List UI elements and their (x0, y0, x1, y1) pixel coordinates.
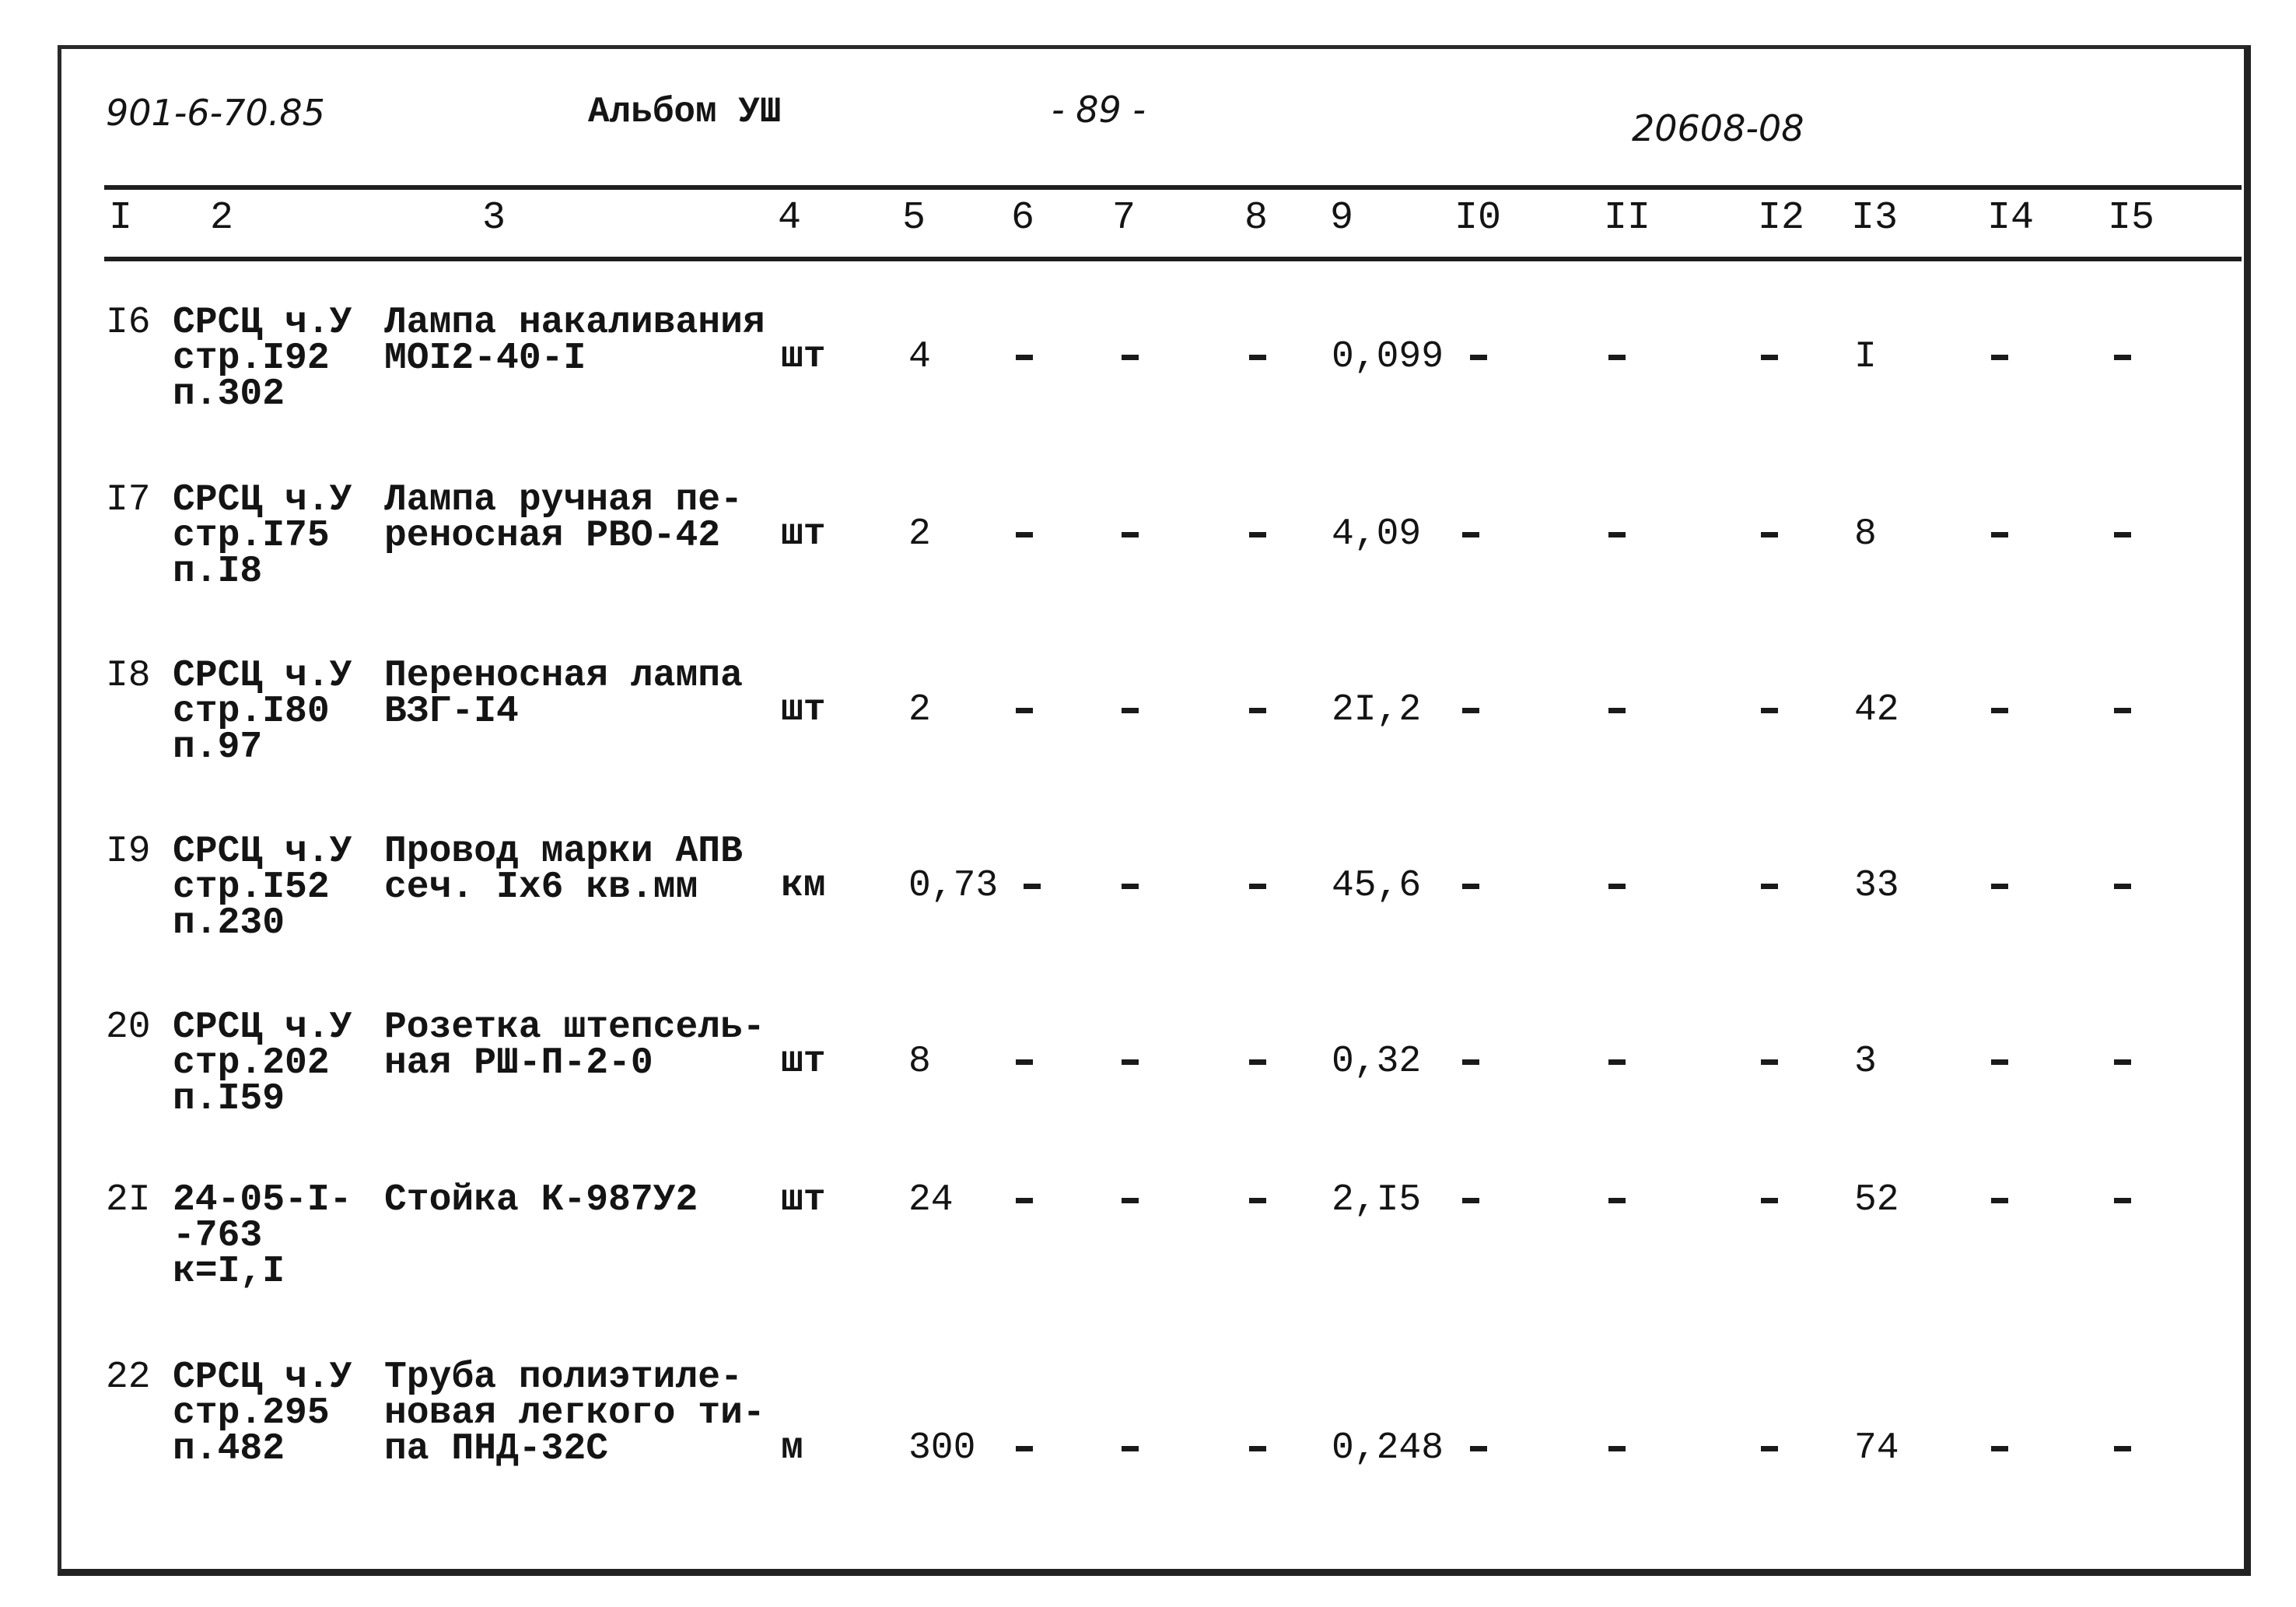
quantity: 2 (908, 513, 931, 555)
item-name: Переносная лампа ВЗГ-I4 (384, 655, 743, 733)
column-number: I4 (1987, 196, 2035, 240)
empty-cell-dash (2114, 884, 2131, 889)
empty-cell-dash (1991, 708, 2008, 713)
unit-price: 2,I5 (1332, 1179, 1422, 1221)
empty-cell-dash (1016, 532, 1033, 537)
source-reference: СРСЦ ч.У стр.202 п.I59 (173, 1007, 352, 1120)
empty-cell-dash (1462, 884, 1479, 889)
column-number: 2 (210, 196, 234, 240)
empty-cell-dash (1991, 1446, 2008, 1451)
empty-cell-dash (1024, 884, 1041, 889)
column-number: I3 (1851, 196, 1899, 240)
source-reference: СРСЦ ч.У стр.295 п.482 (173, 1357, 352, 1470)
empty-cell-dash (1462, 1198, 1479, 1203)
item-name: Стойка К-987У2 (384, 1179, 698, 1221)
row-number: I6 (106, 302, 151, 344)
quantity: 0,73 (908, 865, 999, 907)
empty-cell-dash (1249, 532, 1266, 537)
empty-cell-dash (1608, 1059, 1626, 1065)
total-cost: 8 (1854, 513, 1877, 555)
row-number: I9 (106, 831, 151, 873)
total-cost: 42 (1854, 689, 1899, 731)
page-frame (58, 45, 2251, 1576)
empty-cell-dash (2114, 1059, 2131, 1065)
unit: шт (781, 1041, 826, 1083)
column-number: 7 (1112, 196, 1136, 240)
unit: шт (781, 1179, 826, 1221)
empty-cell-dash (2114, 355, 2131, 360)
empty-cell-dash (1462, 708, 1479, 713)
empty-cell-dash (1761, 1059, 1778, 1065)
unit-price: 0,32 (1332, 1041, 1422, 1083)
total-cost: 33 (1854, 865, 1899, 907)
column-number: 5 (902, 196, 926, 240)
page-number: - 89 - (1052, 89, 1146, 131)
sheet-code: 20608-08 (1632, 107, 1804, 149)
quantity: 4 (908, 336, 931, 378)
source-reference: СРСЦ ч.У стр.I75 п.I8 (173, 479, 352, 593)
column-number: 3 (482, 196, 506, 240)
total-cost: 3 (1854, 1041, 1877, 1083)
unit-price: 45,6 (1332, 865, 1422, 907)
empty-cell-dash (1462, 1059, 1479, 1065)
empty-cell-dash (1249, 708, 1266, 713)
empty-cell-dash (2114, 1198, 2131, 1203)
quantity: 8 (908, 1041, 931, 1083)
unit: шт (781, 513, 826, 555)
row-number: I7 (106, 479, 151, 521)
empty-cell-dash (1122, 1059, 1139, 1065)
empty-cell-dash (1122, 1198, 1139, 1203)
empty-cell-dash (1608, 1198, 1626, 1203)
doc-code: 901-6-70.85 (106, 92, 325, 134)
unit-price: 4,09 (1332, 513, 1422, 555)
total-cost: I (1854, 336, 1877, 378)
empty-cell-dash (1249, 1059, 1266, 1065)
item-name: Розетка штепсель- ная РШ-П-2-0 (384, 1007, 765, 1084)
item-name: Лампа ручная пе- реносная РВО-42 (384, 479, 743, 557)
empty-cell-dash (1991, 884, 2008, 889)
empty-cell-dash (1761, 1446, 1778, 1451)
item-name: Провод марки АПВ сеч. Iх6 кв.мм (384, 831, 743, 909)
item-name: Труба полиэтиле- новая легкого ти- па ПНД-32С (384, 1357, 765, 1470)
unit: шт (781, 689, 826, 731)
empty-cell-dash (1761, 884, 1778, 889)
column-number: I0 (1454, 196, 1502, 240)
row-number: 2I (106, 1179, 151, 1221)
column-number: I (109, 196, 133, 240)
row-number: 22 (106, 1357, 151, 1399)
empty-cell-dash (1608, 708, 1626, 713)
unit: км (781, 865, 826, 907)
item-name: Лампа накаливания МОI2-40-I (384, 302, 765, 380)
empty-cell-dash (1608, 532, 1626, 537)
quantity: 2 (908, 689, 931, 731)
empty-cell-dash (1249, 355, 1266, 360)
source-reference: СРСЦ ч.У стр.I52 п.230 (173, 831, 352, 944)
empty-cell-dash (1016, 1059, 1033, 1065)
source-reference: 24-05-I- -763 к=I,I (173, 1179, 352, 1293)
empty-cell-dash (1122, 532, 1139, 537)
album-title: Альбом УШ (588, 92, 782, 132)
empty-cell-dash (2114, 532, 2131, 537)
empty-cell-dash (1608, 355, 1626, 360)
source-reference: СРСЦ ч.У стр.I92 п.302 (173, 302, 352, 415)
empty-cell-dash (1761, 532, 1778, 537)
empty-cell-dash (1608, 1446, 1626, 1451)
empty-cell-dash (1249, 1446, 1266, 1451)
empty-cell-dash (2114, 1446, 2131, 1451)
empty-cell-dash (1249, 1198, 1266, 1203)
total-cost: 74 (1854, 1427, 1899, 1469)
empty-cell-dash (1016, 355, 1033, 360)
column-number: 8 (1244, 196, 1269, 240)
column-number: 6 (1011, 196, 1035, 240)
empty-cell-dash (2114, 708, 2131, 713)
row-number: 20 (106, 1007, 151, 1049)
column-number: II (1604, 196, 1651, 240)
empty-cell-dash (1122, 355, 1139, 360)
column-number: 9 (1330, 196, 1354, 240)
empty-cell-dash (1761, 708, 1778, 713)
empty-cell-dash (1016, 1198, 1033, 1203)
quantity: 300 (908, 1427, 976, 1469)
column-number: I5 (2108, 196, 2155, 240)
quantity: 24 (908, 1179, 954, 1221)
empty-cell-dash (1608, 884, 1626, 889)
empty-cell-dash (1249, 884, 1266, 889)
empty-cell-dash (1991, 532, 2008, 537)
empty-cell-dash (1462, 532, 1479, 537)
header-rule-top (104, 185, 2242, 190)
empty-cell-dash (1122, 708, 1139, 713)
empty-cell-dash (1470, 355, 1487, 360)
unit-price: 0,099 (1332, 336, 1444, 378)
empty-cell-dash (1991, 1198, 2008, 1203)
column-number: 4 (778, 196, 802, 240)
column-number: I2 (1758, 196, 1805, 240)
total-cost: 52 (1854, 1179, 1899, 1221)
empty-cell-dash (1016, 1446, 1033, 1451)
empty-cell-dash (1761, 355, 1778, 360)
empty-cell-dash (1016, 708, 1033, 713)
unit: шт (781, 336, 826, 378)
empty-cell-dash (1991, 1059, 2008, 1065)
empty-cell-dash (1470, 1446, 1487, 1451)
empty-cell-dash (1991, 355, 2008, 360)
source-reference: СРСЦ ч.У стр.I80 п.97 (173, 655, 352, 768)
empty-cell-dash (1761, 1198, 1778, 1203)
empty-cell-dash (1122, 884, 1139, 889)
unit-price: 0,248 (1332, 1427, 1444, 1469)
unit: м (781, 1427, 803, 1469)
header-rule-bottom (104, 257, 2242, 261)
empty-cell-dash (1122, 1446, 1139, 1451)
row-number: I8 (106, 655, 151, 697)
unit-price: 2I,2 (1332, 689, 1422, 731)
